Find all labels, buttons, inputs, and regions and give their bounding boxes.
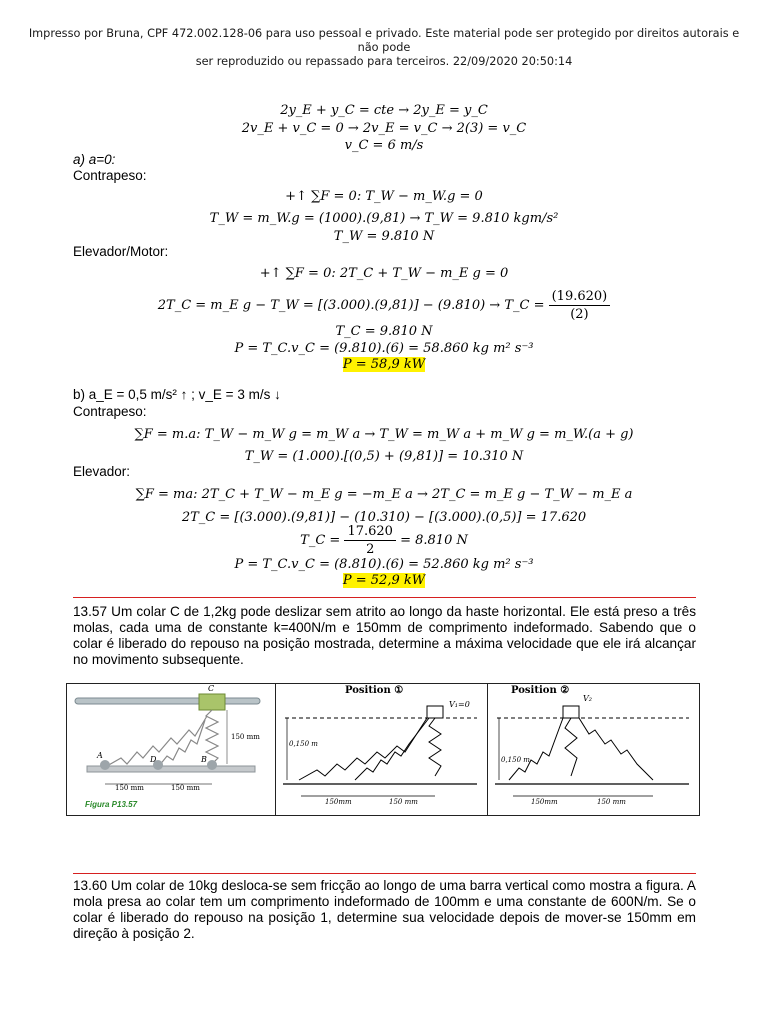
part-a-el-eq2-numerator: (19.620) <box>549 288 611 306</box>
part-a-el-eq2 <box>0 288 768 323</box>
figure-p1357 <box>66 683 700 816</box>
part-b-result-row <box>0 572 768 589</box>
part-b-el-eq2: 2T_C = [(3.000).(9,81)] − (10.310) − [(3.000).(0,5)] = 17.620 <box>181 510 587 525</box>
part-b-el-eq3-right: = 8.810 N <box>400 533 468 548</box>
part-a-result-row <box>0 356 768 373</box>
figure-separator-1 <box>275 684 276 815</box>
position1-dim-left: 150mm <box>325 798 352 806</box>
figure-position2-sketch <box>489 684 699 815</box>
figure-label-b: B <box>201 755 207 764</box>
part-a-cp-eq1: +↑ ∑F = 0: T_W − m_W.g = 0 <box>285 189 483 204</box>
position2-dim-right: 150 mm <box>597 798 626 806</box>
part-a-el-eq3: T_C = 9.810 N <box>335 324 433 339</box>
figure-separator-2 <box>487 684 488 815</box>
part-b-el-eq3-denominator: 2 <box>366 542 375 557</box>
print-notice-line1: Impresso por Bruna, CPF 472.002.128-06 para uso pessoal e privado. Este material pode ser protegido por direitos autorais e não pode <box>28 27 740 54</box>
part-b-result: P = 52,9 kW <box>342 573 426 588</box>
part-b-el-eq1: ∑F = ma: 2T_C + T_W − m_E g = −m_E a → 2T_C = m_E g − T_W − m_E a <box>135 487 633 502</box>
part-b-el-eq3-fraction <box>344 523 396 558</box>
part-b-el-eq3 <box>0 523 768 558</box>
part-a-el-eq1: +↑ ∑F = 0: 2T_C + T_W − m_E g = 0 <box>259 266 509 281</box>
part-b-el-eq3-left: T_C = <box>300 533 341 548</box>
figure-dim-150-left: 150 mm <box>115 784 144 792</box>
part-a-el-eq2-fraction <box>549 288 611 323</box>
equation-2: 2v_E + v_C = 0 → 2v_E = v_C → 2(3) = v_C <box>241 121 527 136</box>
part-a-cp-eq2: T_W = m_W.g = (1000).(9,81) → T_W = 9.810 kgm/s² <box>209 211 559 226</box>
position2-title: Position ② <box>511 685 570 696</box>
part-a-label: a) a=0: <box>73 152 116 167</box>
problem-1357-text: 13.57 Um colar C de 1,2kg pode deslizar sem atrito ao longo da haste horizontal. Ele está preso a três molas, cada uma de constante k=400N/m e 150mm de comprimento indeformado. Sabendo que o colar é liberado do repouso na posição mostrada, determine a máxima velocidade que ele irá alcançar no movimento subsequente. <box>73 604 696 667</box>
part-a-el-eq2-left: 2T_C = m_E g − T_W = [(3.000).(9,81)] − (9.810) → T_C = <box>157 298 545 313</box>
problem-1360-text: 13.60 Um colar de 10kg desloca-se sem fricção ao longo de uma barra vertical como mostra a figura. A mola presa ao colar tem um comprimento indeformado de 100mm e uma constante de 600N/m. Se o colar é liberado do repouso na posição 1, determine sua velocidade depois de mover-se 150mm em direção à posição 2. <box>73 878 696 941</box>
print-notice-line2: ser reproduzido ou repassado para terceiros. 22/09/2020 20:50:14 <box>195 55 573 68</box>
section-divider-2 <box>73 873 696 874</box>
position1-title: Position ① <box>345 685 404 696</box>
part-b-label: b) a_E = 0,5 m/s² ↑ ; v_E = 3 m/s ↓ <box>73 387 281 402</box>
figure-textbook-diagram <box>67 684 275 815</box>
part-a-elevador-heading: Elevador/Motor: <box>73 244 169 259</box>
figure-label-d: D <box>150 755 157 764</box>
position1-height: 0,150 m <box>289 740 318 748</box>
part-a-el-eq4: P = T_C.v_C = (9.810).(6) = 58.860 kg m² s⁻³ <box>234 341 534 356</box>
print-notice <box>20 27 748 69</box>
position2-dim-left: 150mm <box>531 798 558 806</box>
figure-dim-150-right: 150 mm <box>171 784 200 792</box>
equation-1: 2y_E + y_C = cte → 2y_E = y_C <box>280 103 488 118</box>
part-b-cp-eq1: ∑F = m.a: T_W − m_W g = m_W a → T_W = m_W a + m_W g = m_W.(a + g) <box>134 427 634 442</box>
part-b-contrapeso-heading: Contrapeso: <box>73 404 147 419</box>
position1-dim-right: 150 mm <box>389 798 418 806</box>
section-divider-1 <box>73 597 696 598</box>
position2-height: 0,150 m <box>501 756 530 764</box>
part-a-result: P = 58,9 kW <box>342 357 426 372</box>
figure-caption: Figura P13.57 <box>85 800 138 809</box>
figure-label-a: A <box>97 751 103 760</box>
part-a-contrapeso-heading: Contrapeso: <box>73 168 147 183</box>
part-a-cp-eq3: T_W = 9.810 N <box>333 229 435 244</box>
figure-dim-150-vertical: 150 mm <box>231 733 260 741</box>
part-b-elevador-heading: Elevador: <box>73 464 131 479</box>
figure-label-c: C <box>208 684 215 693</box>
position1-v0: V₁=0 <box>449 700 470 709</box>
part-b-el-eq3-numerator: 17.620 <box>344 523 396 541</box>
part-a-el-eq2-denominator: (2) <box>570 307 589 322</box>
equation-3: v_C = 6 m/s <box>344 138 424 153</box>
part-b-cp-eq2: T_W = (1.000).[(0,5) + (9,81)] = 10.310 N <box>244 449 524 464</box>
position2-v2: V₂ <box>583 694 592 703</box>
part-b-el-eq4: P = T_C.v_C = (8.810).(6) = 52.860 kg m² s⁻³ <box>234 557 534 572</box>
